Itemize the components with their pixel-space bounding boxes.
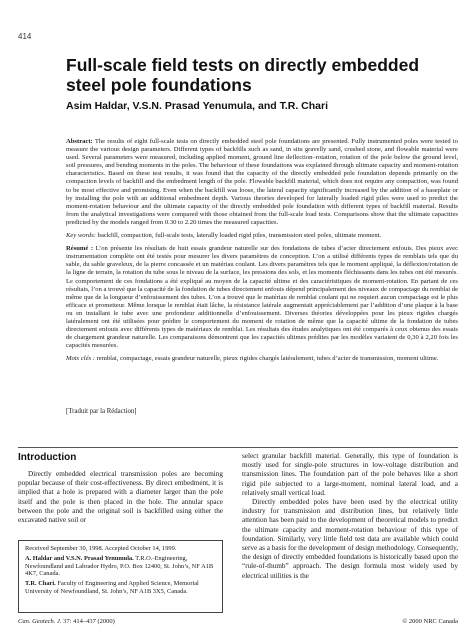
- author2-affiliation: [25, 580, 216, 596]
- section-divider: [18, 447, 458, 448]
- journal-name: Can. Geotech. J.: [18, 618, 62, 625]
- resume-text: L’on présente les résultats de huit essais grandeur naturelle sur des fondations de tubes d’acier directement enfouis. Des pieux avec instrumentation complète ont été testés pour mesurer les divers paramètres de conception. L’on a utilisé différents types de remblais tels que du sable, du sable graveleux, de la pierre concassée et un matériau coulant. Les divers paramètres tels que le moment appliqué, la déflexion/rotation de la ligne de terrain, la rotation du tube sous le niveau de la surface, les pressions des sols, et les moments fléchissants dans les tubes ont été mesurés. Le comportement de ces fondations a été expliqué au moyen de la capacité ultime et des caractéristiques de moment-rotation. En partant de ces résultats, l’on a trouvé que la capacité de la fondation de tubes directement enfouis dépend principalement des niveaux de compactage du remblai de même que de la longueur d’enfouissement des tubes. L’on a trouvé que le matériau de remblai coulant qui ne requiert aucun compactage est le plus efficace et prometteur. Même lorsque le remblai était lâche, la résistance latérale augmentait appréciablement par l’addition d’une plaque à la base ou en installant le tube avec une profondeur additionnelle d’enfouissement. Diverses théories développées pour les pieux rigides chargés latéralement ont été utilisées pour prédire le comportement du moment de rotation de même que la capacité ultime de la fondation de tubes directement enfouis avec différents types de matériaux de remblai. Les résultats des études analytiques ont été comparés à ceux obtenus des essais de chargement grandeur naturelle. Les comparaisons démontrent que les capacités ultimes prédites par les modèles variaient de 0,30 à 2,20 fois les capacités mesurées.: [66, 245, 458, 350]
- footer-copyright: © 2000 NRC Canada: [402, 618, 458, 625]
- keywords-text: backfill, compaction, full-scale tests, laterally loaded rigid piles, transmission steel poles, ultimate moment.: [97, 232, 382, 240]
- mots-cles-label: Mots clés :: [66, 355, 95, 363]
- author1-name: A. Haldar and V.S.N. Prasad Yenumula.: [25, 554, 134, 562]
- intro-paragraph-3: Directly embedded poles have been used by the electrical utility industry for transmission and distribution lines, but relatively little attention has been paid to the development of theoretical models to predict the ultimate capacity and moment-rotation behaviour of this type of foundation. Similarly, very little field test data are available which could serve as a basis for the development of design methodology. Consequently, the design of directly embedded foundations is historically based upon the “rule-of-thumb” approach. The design formula most widely used by electrical utilities is the: [242, 498, 458, 580]
- article-info-box: [18, 540, 223, 613]
- received-dates: Received September 30, 1998. Accepted October 14, 1999.: [25, 545, 177, 552]
- mots-cles-text: remblai, compactage, essais grandeur naturelle, pieux rigides chargés latéralement, tubes d’acier de transmission, moment ultime.: [96, 355, 439, 363]
- keywords-label: Key words:: [66, 232, 96, 240]
- author1-affil-text: T.R.O.-Engineering, Newfoundland and Labrador Hydro, P.O. Box 12400, St. John’s, NF A1B 4K7, Canada.: [25, 554, 214, 578]
- author-list: Asim Haldar, V.S.N. Prasad Yenumula, and T.R. Chari: [66, 100, 329, 112]
- abstract-text: The results of eight full-scale tests on directly embedded steel pole foundations are presented. Fully instrumented poles were tested to measure the various design parameters. Different types of backfills such as sand, in situ gravelly sand, crushed stone, and flowable material were used. Several parameters were measured, including applied moment, ground line deflection–rotation, rotation of the pole below the ground level, soil pressures, and bending moments in the poles. The behaviour of these foundations was explained through ultimate capacity and moment-rotation characteristics. Based on these test results, it was found that the capacity of the directly embedded pole foundation depends primarily on the compaction levels of backfill and the embedment length of the pole. Flowable backfill material, which does not require any compaction, was found to be most effective and promising. Even when the backfill was loose, the lateral capacity significantly increased by the addition of a baseplate or by installing the pole with an additional embedment depth. Various theories developed for laterally loaded rigid piles were used to predict the moment-rotation behaviour and the ultimate capacity of the directly embedded pole foundation with different types of backfill material. Results from the analytical investigations were compared with those obtained from the full-scale load tests. Comparisons show that the ultimate capacities predicted by the models ranged from 0.30 to 2.20 times the measured capacities.: [66, 138, 459, 226]
- abstract-paragraph: [66, 138, 458, 227]
- keywords-paragraph: [66, 232, 458, 240]
- abstract-label: Abstract:: [66, 138, 93, 145]
- journal-citation: 37: 414–437 (2000): [63, 618, 115, 625]
- intro-paragraph-2: select granular backfill material. Generally, this type of foundation is mostly used for single-pole structures in low-voltage distribution and transmission lines. The foundation part of the pole behaves like a short rigid pile subjected to a large-moment, nominal lateral load, and a relatively small vertical load.: [242, 452, 458, 497]
- page-number: 414: [18, 32, 32, 41]
- resume-paragraph: [66, 245, 458, 350]
- resume-label: Résumé :: [66, 245, 94, 253]
- author2-name: T.R. Chari.: [25, 580, 56, 588]
- translation-note: [Traduit par la Rédaction]: [66, 408, 137, 415]
- intro-paragraph-1: Directly embedded electrical transmission poles are becoming popular because of their cost-effectiveness. By direct embedment, it is implied that a hole is prepared with a diameter larger than the pole itself and the pole is then placed in the hole. The annular space between the pole and the original soil is backfilled using either the excavated native soil or: [18, 470, 223, 525]
- introduction-heading: Introduction: [18, 452, 77, 463]
- paper-title: Full-scale field tests on directly embedded steel pole foundations: [66, 55, 420, 95]
- right-column: [242, 452, 458, 581]
- left-column: [18, 470, 223, 525]
- abstract-section: [66, 138, 458, 368]
- mots-cles-paragraph: [66, 355, 458, 363]
- author2-affil-text: Faculty of Engineering and Applied Science, Memorial University of Newfoundland, St. John’s, NF A1B 3X5, Canada.: [25, 580, 199, 595]
- footer-citation: [18, 618, 115, 625]
- author1-affiliation: [25, 555, 216, 578]
